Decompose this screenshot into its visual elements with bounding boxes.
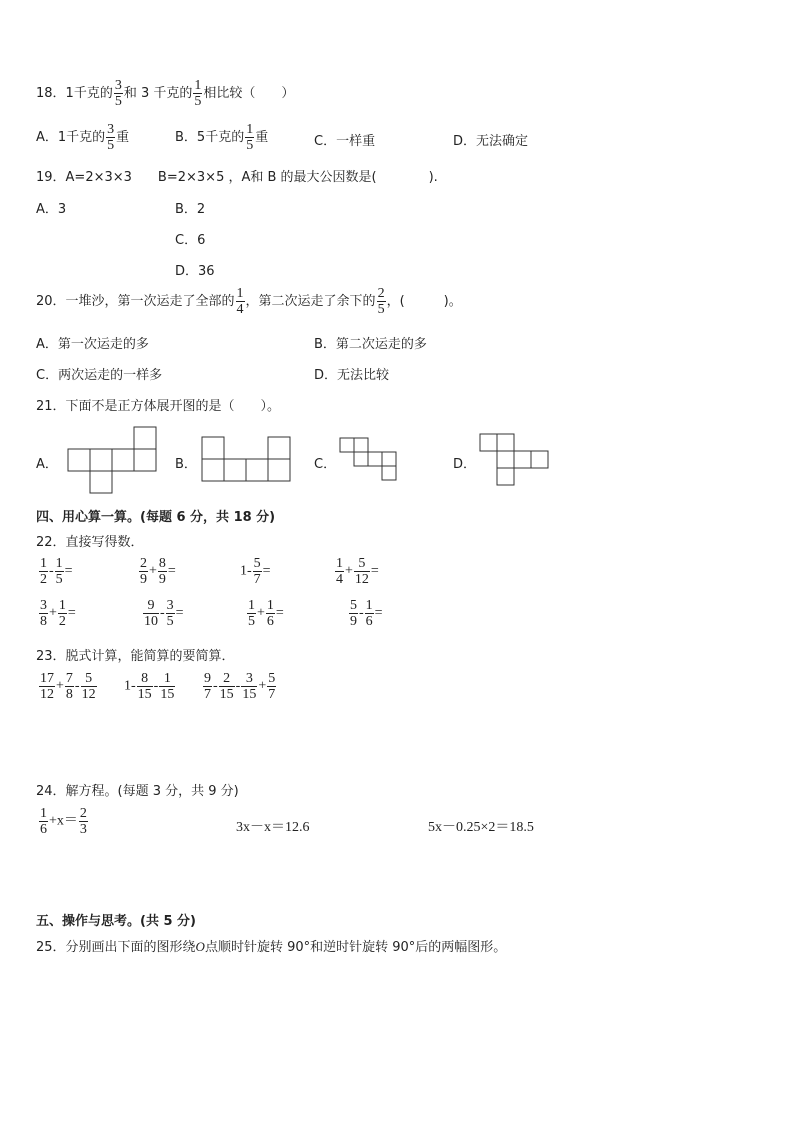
- cube-net-c: [338, 436, 400, 484]
- q22-expr-2: $\frac{2}{9}$ + $\frac{8}{9}$ =: [140, 556, 176, 587]
- fraction: $\frac{1}{5}$: [194, 78, 202, 109]
- q20-option-d[interactable]: D．无法比较: [314, 368, 390, 383]
- q22-expr-3: 1- $\frac{5}{7}$ =: [240, 556, 271, 587]
- q23-expr-3: $\frac{9}{7}$ - $\frac{2}{15}$ - $\frac{3}{15}$ + $\frac{5}{7}$: [204, 671, 276, 702]
- question-22-stem: 22．直接写得数．: [36, 535, 144, 550]
- q18-option-d[interactable]: D．无法确定: [453, 134, 529, 149]
- q20-option-a[interactable]: A．第一次运走的多: [36, 337, 149, 352]
- cube-net-a: [66, 425, 160, 495]
- q19-option-c[interactable]: C．6: [175, 233, 206, 248]
- q22-expr-4: $\frac{1}{4}$ + $\frac{5}{12}$ =: [336, 556, 379, 587]
- fraction: $\frac{1}{5}$: [246, 122, 254, 153]
- q19-option-b[interactable]: B．2: [175, 202, 206, 217]
- q22-expr-5: $\frac{3}{8}$ + $\frac{1}{2}$ =: [40, 598, 76, 629]
- fraction: $\frac{3}{5}$: [107, 122, 115, 153]
- q23-expr-2: 1- $\frac{8}{15}$ - $\frac{1}{15}$: [124, 671, 175, 702]
- q21-option-a[interactable]: A．: [36, 457, 58, 472]
- question-24-stem: 24．解方程。(每题 3 分，共 9 分): [36, 784, 239, 799]
- q22-expr-6: $\frac{9}{10}$ - $\frac{3}{5}$ =: [144, 598, 184, 629]
- question-25-stem: 25．分别画出下面的图形绕O点顺时针旋转 90°和逆时针旋转 90°后的两幅图形。: [36, 939, 507, 955]
- cube-net-b: [200, 435, 294, 485]
- section-5-title: 五、操作与思考。(共 5 分): [36, 914, 196, 929]
- q21-option-c[interactable]: C．: [314, 457, 337, 472]
- cube-net-d: [478, 432, 552, 488]
- q23-expr-1: $\frac{17}{12}$ + $\frac{7}{8}$ - $\frac{5}{12}$: [40, 671, 96, 702]
- fraction: $\frac{1}{4}$: [236, 286, 244, 317]
- q19-option-a[interactable]: A．3: [36, 202, 67, 217]
- question-23-stem: 23．脱式计算，能简算的要简算．: [36, 649, 235, 664]
- question-18-stem: 18．1千克的 $\frac{3}{5}$ 和 3 千克的 $\frac{1}{5}$ 相比较（ ）: [36, 78, 295, 109]
- question-20-stem: 20．一堆沙，第一次运走了全部的 $\frac{1}{4}$ ，第二次运走了余下的 $\frac{2}{5}$ ，( )。: [36, 286, 462, 317]
- q18-option-b[interactable]: B．5千克的 $\frac{1}{5}$ 重: [175, 122, 269, 153]
- q20-option-c[interactable]: C．两次运走的一样多: [36, 368, 163, 383]
- q21-option-d[interactable]: D．: [453, 457, 477, 472]
- question-21-stem: 21．下面不是正方体展开图的是（ ）。: [36, 399, 281, 414]
- q24-equation-1: $\frac{1}{6}$ +x＝ $\frac{2}{3}$: [40, 806, 87, 837]
- q22-expr-7: $\frac{1}{5}$ + $\frac{1}{6}$ =: [248, 598, 284, 629]
- question-19-stem: 19．A=2×3×3 B=2×3×5 ，A和 B 的最大公因数是( ).: [36, 170, 438, 185]
- point-o-label: O: [195, 939, 205, 954]
- q18-option-c[interactable]: C．一样重: [314, 134, 376, 149]
- q19-option-d[interactable]: D．36: [175, 264, 215, 279]
- q22-expr-1: $\frac{1}{2}$ - $\frac{1}{5}$ =: [40, 556, 73, 587]
- q24-equation-3: 5x－0.25×2＝18.5: [428, 820, 534, 835]
- q24-equation-2: 3x－x＝12.6: [236, 820, 310, 835]
- fraction: $\frac{3}{5}$: [114, 78, 122, 109]
- fraction: $\frac{2}{5}$: [377, 286, 385, 317]
- q22-expr-8: $\frac{5}{9}$ - $\frac{1}{6}$ =: [350, 598, 383, 629]
- q18-option-a[interactable]: A．1千克的 $\frac{3}{5}$ 重: [36, 122, 130, 153]
- section-4-title: 四、用心算一算。(每题 6 分，共 18 分): [36, 510, 276, 525]
- q20-option-b[interactable]: B．第二次运走的多: [314, 337, 427, 352]
- q21-option-b[interactable]: B．: [175, 457, 197, 472]
